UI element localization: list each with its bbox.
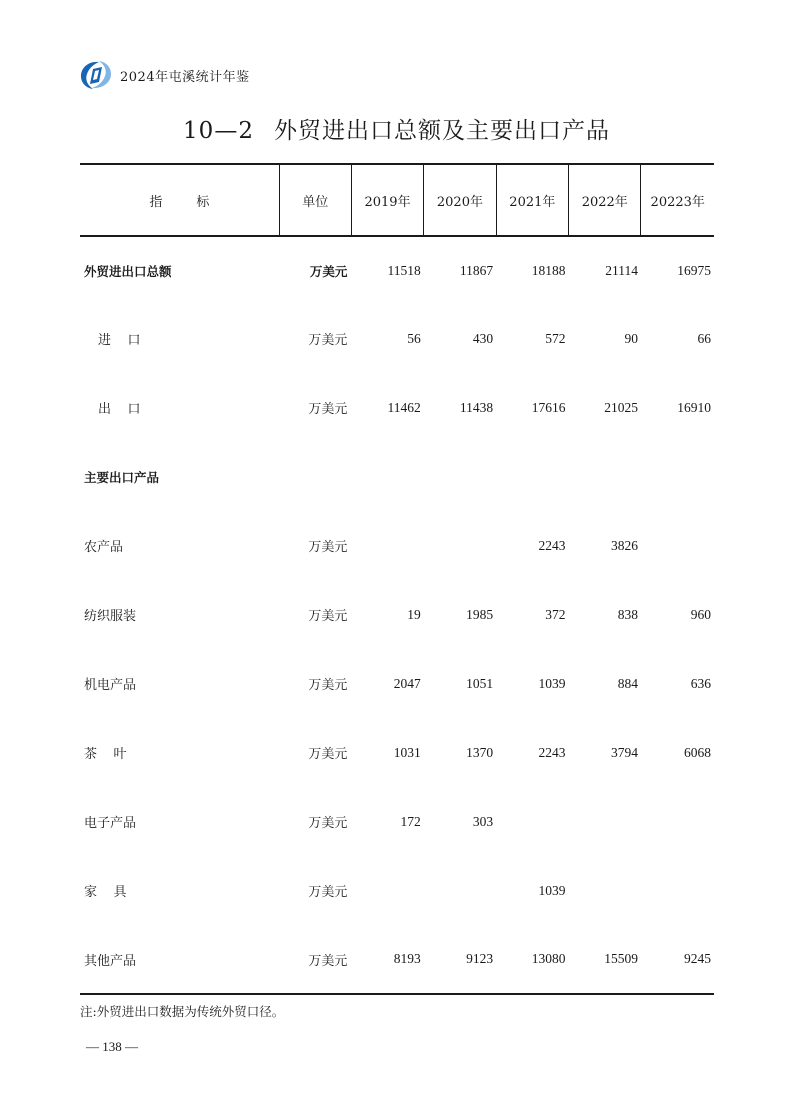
value-cell [424,856,496,925]
page-number: — 138 — [86,1039,138,1054]
table-row [80,580,714,649]
row-unit [279,442,351,511]
value-cell: 1051 [466,675,494,691]
header-year: 2021年 [496,164,568,236]
row-unit: 万美元 [308,885,348,900]
table-row [80,511,714,580]
value-cell: 1039 [538,675,566,691]
row-label: 纺织服装 [84,609,137,624]
table-number: 10—2 [183,118,254,144]
table-header-row [80,164,714,236]
table-row [80,787,714,856]
value-cell [641,787,714,856]
value-cell: 2047 [393,675,421,691]
yearbook-logo-icon [78,58,114,92]
row-label: 机电产品 [84,678,137,693]
value-cell [351,511,423,580]
row-unit: 万美元 [308,609,348,624]
row-unit: 万美元 [308,540,348,555]
value-cell: 1031 [393,744,421,760]
row-unit: 万美元 [309,263,348,279]
value-cell: 172 [400,813,421,829]
header-year: 2019年 [351,164,423,236]
row-unit: 万美元 [279,925,351,994]
value-cell [641,511,714,580]
value-cell: 11518 [387,262,421,278]
row-label: 出 口 [98,402,141,417]
value-cell: 56 [407,330,421,346]
row-label: 进 口 [98,333,141,348]
value-cell: 16910 [677,399,711,415]
value-cell: 1370 [466,744,494,760]
value-cell: 11462 [387,399,421,415]
statistics-table [80,163,714,995]
table-row [80,649,714,718]
value-cell: 11867 [459,262,494,278]
value-cell: 1985 [466,606,494,622]
header-indicator-a: 指 [149,194,163,210]
row-label: 茶 叶 [84,747,127,762]
table-row [80,856,714,925]
value-cell: 18188 [531,262,566,278]
value-cell: 884 [617,675,638,691]
value-cell [641,856,714,925]
value-cell [569,856,641,925]
row-label: 农产品 [84,540,124,555]
table-row [80,925,714,994]
value-cell: 6068 [684,744,711,760]
value-cell [351,856,423,925]
value-cell [496,787,568,856]
table-row [80,718,714,787]
page-title [0,112,793,145]
value-cell [496,442,568,511]
header-year: 2022年 [569,164,641,236]
page-header [78,58,250,92]
table-title: 外贸进出口总额及主要出口产品 [273,118,610,144]
table-note: 注:外贸进出口数据为传统外贸口径。 [80,1004,285,1019]
value-cell: 8193 [351,925,423,994]
value-cell: 960 [690,606,711,622]
table-row [80,236,714,304]
value-cell: 9123 [424,925,496,994]
value-cell: 17616 [531,399,566,415]
header-indicator [80,164,279,236]
row-label: 家 具 [84,885,127,900]
value-cell: 66 [697,330,711,346]
value-cell: 2243 [538,537,566,553]
value-cell: 430 [472,330,494,346]
value-cell: 1039 [538,882,566,898]
value-cell: 15509 [569,925,641,994]
value-cell: 90 [624,330,638,346]
table-row [80,373,714,442]
row-label: 外贸进出口总额 [84,263,172,279]
value-cell [569,787,641,856]
row-unit: 万美元 [308,333,348,348]
row-label: 电子产品 [84,816,137,831]
value-cell: 3826 [610,537,638,553]
value-cell: 16975 [677,262,711,278]
row-unit: 万美元 [308,816,348,831]
value-cell: 9245 [641,925,714,994]
value-cell: 838 [617,606,638,622]
value-cell: 3794 [610,744,638,760]
row-unit: 万美元 [308,747,348,762]
value-cell: 13080 [496,925,568,994]
value-cell: 572 [545,330,566,346]
header-indicator-b: 标 [196,194,210,210]
value-cell [569,442,641,511]
value-cell [424,511,496,580]
value-cell [641,442,714,511]
value-cell: 11438 [459,399,494,415]
header-year: 20223年 [641,164,714,236]
table-row [80,442,714,511]
row-label: 主要出口产品 [84,469,160,485]
row-label: 其他产品 [80,925,279,994]
table-row [80,304,714,373]
value-cell: 19 [407,606,421,622]
value-cell: 636 [690,675,711,691]
yearbook-title: 2024年屯溪统计年鉴 [120,69,250,85]
row-unit: 万美元 [308,402,348,417]
value-cell: 372 [545,606,566,622]
header-unit: 单位 [279,164,351,236]
row-unit: 万美元 [308,678,348,693]
value-cell: 21114 [605,262,638,278]
value-cell [424,442,496,511]
value-cell: 2243 [538,744,566,760]
value-cell: 21025 [604,399,638,415]
value-cell [351,442,423,511]
value-cell: 303 [472,813,494,829]
header-year: 2020年 [424,164,496,236]
